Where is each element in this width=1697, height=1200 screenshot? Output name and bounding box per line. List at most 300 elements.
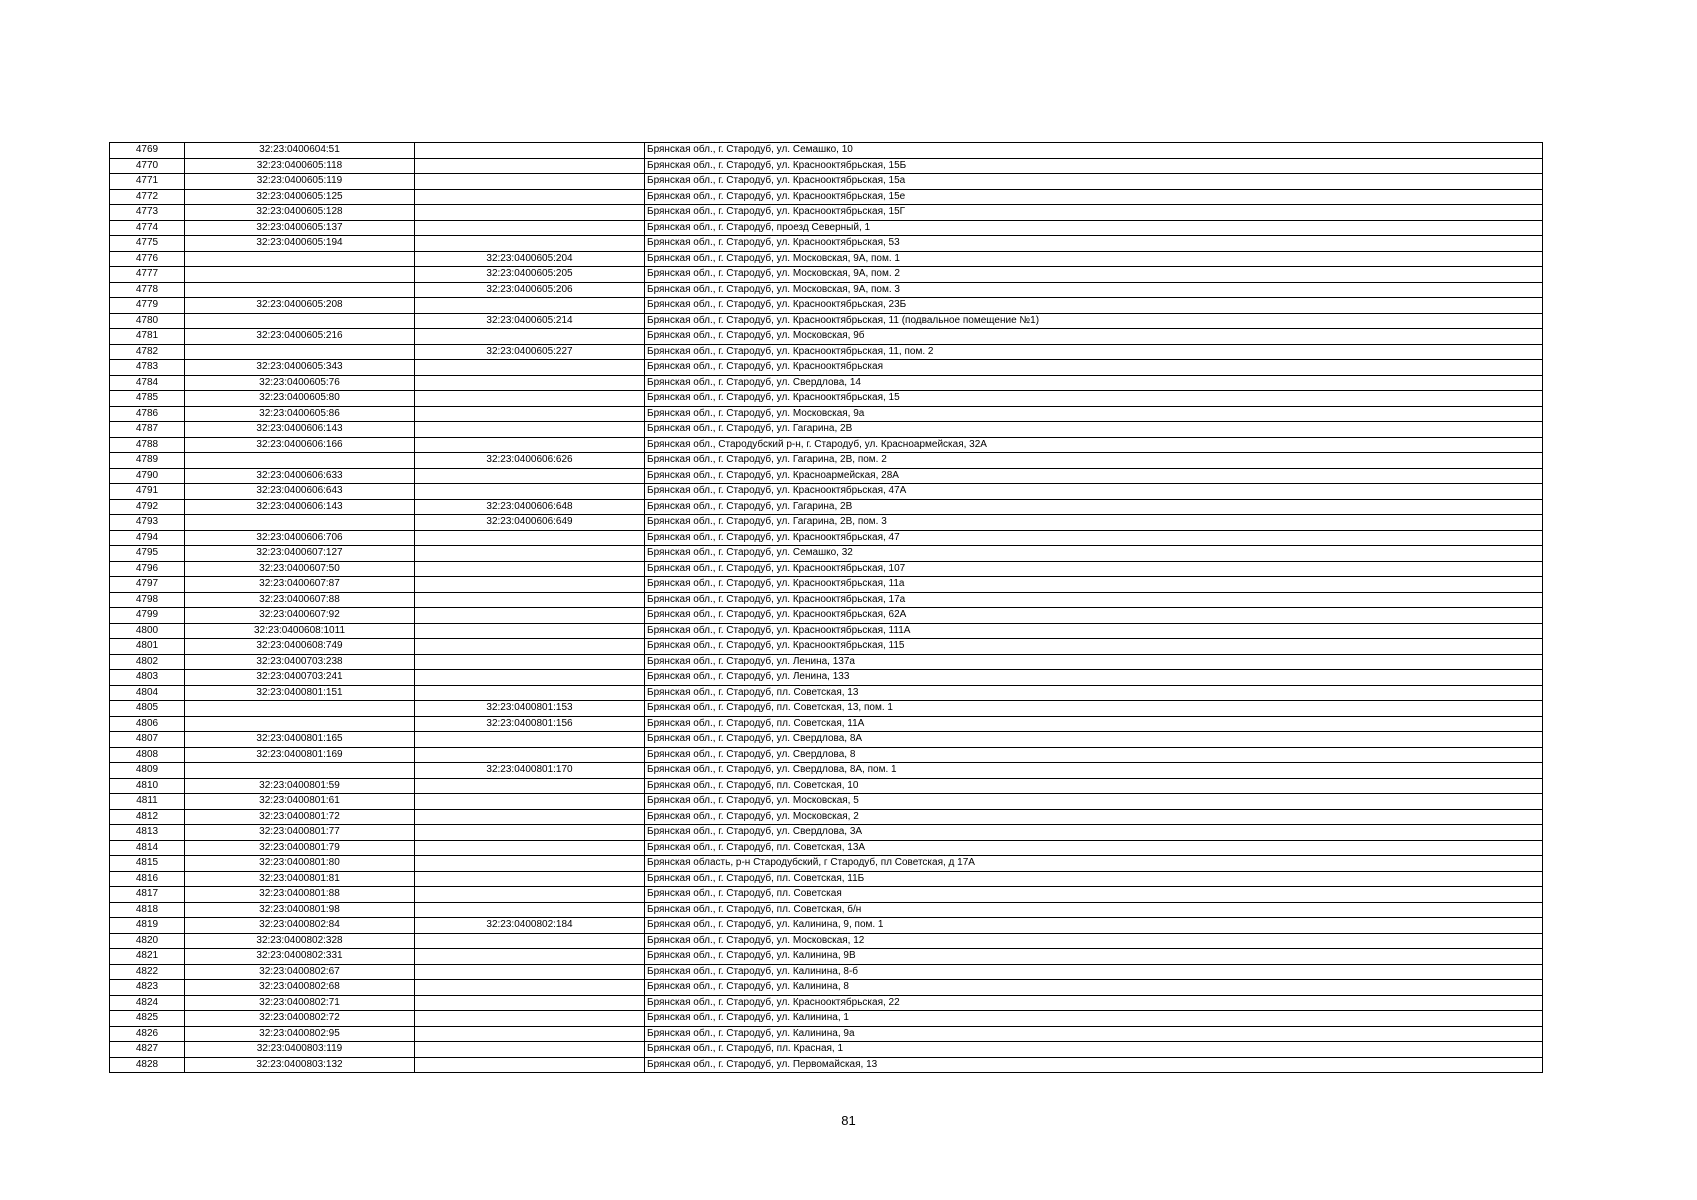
row-number-cell: 4791 <box>110 484 185 500</box>
cadastral-number-cell: 32:23:0400801:61 <box>185 794 415 810</box>
cadastral-number-cell: 32:23:0400606:143 <box>185 499 415 515</box>
table-row <box>110 623 1543 639</box>
address-cell: Брянская обл., г. Стародуб, пл. Советская, 10 <box>645 778 1543 794</box>
row-number-cell: 4793 <box>110 515 185 531</box>
table-row <box>110 282 1543 298</box>
cadastral-number-cell: 32:23:0400604:51 <box>185 143 415 159</box>
premises-cadastral-number-cell: 32:23:0400605:214 <box>415 313 645 329</box>
address-cell: Брянская обл., г. Стародуб, ул. Краснооктябрьская <box>645 360 1543 376</box>
table-row <box>110 344 1543 360</box>
address-cell: Брянская обл., г. Стародуб, ул. Свердлова, 8 <box>645 747 1543 763</box>
cadastral-number-cell <box>185 716 415 732</box>
table-row <box>110 716 1543 732</box>
address-cell: Брянская обл., Стародубский р-н, г. Стародуб, ул. Красноармейская, 32А <box>645 437 1543 453</box>
row-number-cell: 4808 <box>110 747 185 763</box>
cadastral-number-cell: 32:23:0400802:84 <box>185 918 415 934</box>
table-row <box>110 995 1543 1011</box>
row-number-cell: 4817 <box>110 887 185 903</box>
premises-cadastral-number-cell <box>415 174 645 190</box>
table-row <box>110 546 1543 562</box>
address-cell: Брянская обл., г. Стародуб, ул. Московская, 12 <box>645 933 1543 949</box>
premises-cadastral-number-cell: 32:23:0400801:153 <box>415 701 645 717</box>
table-row <box>110 453 1543 469</box>
premises-cadastral-number-cell: 32:23:0400606:626 <box>415 453 645 469</box>
cadastral-number-cell: 32:23:0400801:80 <box>185 856 415 872</box>
row-number-cell: 4813 <box>110 825 185 841</box>
row-number-cell: 4772 <box>110 189 185 205</box>
cadastral-number-cell: 32:23:0400801:59 <box>185 778 415 794</box>
cadastral-number-cell: 32:23:0400605:125 <box>185 189 415 205</box>
cadastral-number-cell: 32:23:0400607:50 <box>185 561 415 577</box>
premises-cadastral-number-cell <box>415 949 645 965</box>
cadastral-number-cell: 32:23:0400703:241 <box>185 670 415 686</box>
row-number-cell: 4788 <box>110 437 185 453</box>
cadastral-number-cell: 32:23:0400605:80 <box>185 391 415 407</box>
cadastral-number-cell: 32:23:0400605:118 <box>185 158 415 174</box>
table-row <box>110 499 1543 515</box>
table-row <box>110 964 1543 980</box>
address-cell: Брянская обл., г. Стародуб, ул. Краснооктябрьская, 15 <box>645 391 1543 407</box>
table-row <box>110 902 1543 918</box>
premises-cadastral-number-cell <box>415 685 645 701</box>
row-number-cell: 4801 <box>110 639 185 655</box>
address-cell: Брянская обл., г. Стародуб, ул. Краснооктябрьская, 23Б <box>645 298 1543 314</box>
premises-cadastral-number-cell <box>415 360 645 376</box>
row-number-cell: 4822 <box>110 964 185 980</box>
row-number-cell: 4824 <box>110 995 185 1011</box>
premises-cadastral-number-cell <box>415 639 645 655</box>
page-number: 81 <box>841 1113 856 1128</box>
premises-cadastral-number-cell <box>415 670 645 686</box>
address-cell: Брянская обл., г. Стародуб, ул. Краснооктябрьская, 22 <box>645 995 1543 1011</box>
table-row <box>110 313 1543 329</box>
premises-cadastral-number-cell <box>415 189 645 205</box>
table-row <box>110 732 1543 748</box>
address-cell: Брянская обл., г. Стародуб, ул. Краснооктябрьская, 15а <box>645 174 1543 190</box>
row-number-cell: 4818 <box>110 902 185 918</box>
row-number-cell: 4795 <box>110 546 185 562</box>
table-row <box>110 530 1543 546</box>
address-cell: Брянская обл., г. Стародуб, ул. Краснооктябрьская, 11, пом. 2 <box>645 344 1543 360</box>
row-number-cell: 4797 <box>110 577 185 593</box>
address-cell: Брянская обл., г. Стародуб, ул. Краснооктябрьская, 15е <box>645 189 1543 205</box>
premises-cadastral-number-cell <box>415 577 645 593</box>
row-number-cell: 4777 <box>110 267 185 283</box>
row-number-cell: 4803 <box>110 670 185 686</box>
table-row <box>110 375 1543 391</box>
cadastral-number-cell: 32:23:0400605:137 <box>185 220 415 236</box>
table-row <box>110 592 1543 608</box>
address-cell: Брянская обл., г. Стародуб, ул. Красноармейская, 28А <box>645 468 1543 484</box>
row-number-cell: 4799 <box>110 608 185 624</box>
address-cell: Брянская обл., г. Стародуб, пл. Советская <box>645 887 1543 903</box>
table-row <box>110 515 1543 531</box>
cadastral-number-cell: 32:23:0400801:165 <box>185 732 415 748</box>
table-row <box>110 701 1543 717</box>
address-cell: Брянская обл., г. Стародуб, ул. Свердлова, 8А <box>645 732 1543 748</box>
row-number-cell: 4807 <box>110 732 185 748</box>
cadastral-number-cell: 32:23:0400607:127 <box>185 546 415 562</box>
premises-cadastral-number-cell <box>415 840 645 856</box>
row-number-cell: 4782 <box>110 344 185 360</box>
table-row <box>110 1026 1543 1042</box>
row-number-cell: 4828 <box>110 1057 185 1073</box>
premises-cadastral-number-cell <box>415 530 645 546</box>
address-cell: Брянская обл., г. Стародуб, ул. Гагарина, 2В, пом. 3 <box>645 515 1543 531</box>
cadastral-number-cell <box>185 313 415 329</box>
address-cell: Брянская обл., г. Стародуб, ул. Краснооктябрьская, 15Г <box>645 205 1543 221</box>
table-row <box>110 577 1543 593</box>
table-row <box>110 189 1543 205</box>
cadastral-number-cell: 32:23:0400802:71 <box>185 995 415 1011</box>
row-number-cell: 4786 <box>110 406 185 422</box>
row-number-cell: 4778 <box>110 282 185 298</box>
cadastral-number-cell: 32:23:0400801:79 <box>185 840 415 856</box>
table-row <box>110 763 1543 779</box>
address-cell: Брянская обл., г. Стародуб, ул. Московская, 9б <box>645 329 1543 345</box>
row-number-cell: 4787 <box>110 422 185 438</box>
premises-cadastral-number-cell <box>415 732 645 748</box>
cadastral-number-cell: 32:23:0400607:92 <box>185 608 415 624</box>
premises-cadastral-number-cell <box>415 205 645 221</box>
address-cell: Брянская обл., г. Стародуб, ул. Калинина, 8-б <box>645 964 1543 980</box>
address-cell: Брянская обл., г. Стародуб, ул. Московская, 9А, пом. 2 <box>645 267 1543 283</box>
premises-cadastral-number-cell <box>415 887 645 903</box>
cadastral-number-cell: 32:23:0400605:119 <box>185 174 415 190</box>
premises-cadastral-number-cell <box>415 964 645 980</box>
row-number-cell: 4774 <box>110 220 185 236</box>
table-row <box>110 840 1543 856</box>
cadastral-number-cell: 32:23:0400801:81 <box>185 871 415 887</box>
table-row <box>110 267 1543 283</box>
table-row <box>110 639 1543 655</box>
cadastral-number-cell: 32:23:0400803:119 <box>185 1042 415 1058</box>
address-cell: Брянская обл., г. Стародуб, ул. Московская, 2 <box>645 809 1543 825</box>
premises-cadastral-number-cell <box>415 375 645 391</box>
address-cell: Брянская обл., г. Стародуб, ул. Свердлова, 14 <box>645 375 1543 391</box>
cadastral-number-cell <box>185 344 415 360</box>
row-number-cell: 4806 <box>110 716 185 732</box>
row-number-cell: 4820 <box>110 933 185 949</box>
address-cell: Брянская обл., г. Стародуб, ул. Краснооктябрьская, 47А <box>645 484 1543 500</box>
address-cell: Брянская обл., г. Стародуб, проезд Северный, 1 <box>645 220 1543 236</box>
cadastral-number-cell: 32:23:0400801:77 <box>185 825 415 841</box>
address-cell: Брянская обл., г. Стародуб, ул. Первомайская, 13 <box>645 1057 1543 1073</box>
address-cell: Брянская обл., г. Стародуб, ул. Московская, 9А, пом. 1 <box>645 251 1543 267</box>
address-cell: Брянская обл., г. Стародуб, ул. Краснооктябрьская, 62А <box>645 608 1543 624</box>
premises-cadastral-number-cell <box>415 995 645 1011</box>
premises-cadastral-number-cell <box>415 484 645 500</box>
address-cell: Брянская обл., г. Стародуб, ул. Свердлова, 3А <box>645 825 1543 841</box>
address-cell: Брянская обл., г. Стародуб, ул. Калинина, 9а <box>645 1026 1543 1042</box>
premises-cadastral-number-cell <box>415 1057 645 1073</box>
premises-cadastral-number-cell <box>415 158 645 174</box>
table-row <box>110 329 1543 345</box>
address-cell: Брянская обл., г. Стародуб, ул. Калинина, 9, пом. 1 <box>645 918 1543 934</box>
cadastral-number-cell: 32:23:0400607:87 <box>185 577 415 593</box>
address-cell: Брянская обл., г. Стародуб, ул. Краснооктябрьская, 53 <box>645 236 1543 252</box>
address-cell: Брянская обл., г. Стародуб, пл. Советская, 11А <box>645 716 1543 732</box>
address-cell: Брянская обл., г. Стародуб, ул. Семашко, 32 <box>645 546 1543 562</box>
premises-cadastral-number-cell <box>415 794 645 810</box>
row-number-cell: 4816 <box>110 871 185 887</box>
table-row <box>110 251 1543 267</box>
row-number-cell: 4804 <box>110 685 185 701</box>
cadastral-number-cell: 32:23:0400608:1011 <box>185 623 415 639</box>
row-number-cell: 4823 <box>110 980 185 996</box>
row-number-cell: 4819 <box>110 918 185 934</box>
cadastral-number-cell: 32:23:0400802:95 <box>185 1026 415 1042</box>
cadastral-number-cell <box>185 453 415 469</box>
address-cell: Брянская обл., г. Стародуб, ул. Краснооктябрьская, 15Б <box>645 158 1543 174</box>
row-number-cell: 4780 <box>110 313 185 329</box>
table-row <box>110 654 1543 670</box>
premises-cadastral-number-cell <box>415 592 645 608</box>
row-number-cell: 4815 <box>110 856 185 872</box>
table-row <box>110 468 1543 484</box>
cadastral-number-cell: 32:23:0400802:72 <box>185 1011 415 1027</box>
table-row <box>110 174 1543 190</box>
premises-cadastral-number-cell: 32:23:0400605:227 <box>415 344 645 360</box>
premises-cadastral-number-cell <box>415 654 645 670</box>
premises-cadastral-number-cell <box>415 933 645 949</box>
row-number-cell: 4792 <box>110 499 185 515</box>
premises-cadastral-number-cell <box>415 1026 645 1042</box>
table-row <box>110 778 1543 794</box>
address-cell: Брянская обл., г. Стародуб, ул. Краснооктябрьская, 47 <box>645 530 1543 546</box>
premises-cadastral-number-cell: 32:23:0400605:206 <box>415 282 645 298</box>
table-row <box>110 360 1543 376</box>
table-row <box>110 980 1543 996</box>
row-number-cell: 4814 <box>110 840 185 856</box>
address-cell: Брянская область, р-н Стародубский, г Стародуб, пл Советская, д 17А <box>645 856 1543 872</box>
row-number-cell: 4789 <box>110 453 185 469</box>
cadastral-number-cell: 32:23:0400801:151 <box>185 685 415 701</box>
cadastral-number-cell: 32:23:0400801:88 <box>185 887 415 903</box>
table-row <box>110 143 1543 159</box>
row-number-cell: 4776 <box>110 251 185 267</box>
cadastral-number-cell <box>185 267 415 283</box>
row-number-cell: 4770 <box>110 158 185 174</box>
cadastral-number-cell: 32:23:0400606:643 <box>185 484 415 500</box>
row-number-cell: 4812 <box>110 809 185 825</box>
cadastral-number-cell: 32:23:0400801:72 <box>185 809 415 825</box>
premises-cadastral-number-cell <box>415 220 645 236</box>
address-cell: Брянская обл., г. Стародуб, ул. Ленина, 137а <box>645 654 1543 670</box>
table-row <box>110 918 1543 934</box>
row-number-cell: 4800 <box>110 623 185 639</box>
row-number-cell: 4775 <box>110 236 185 252</box>
premises-cadastral-number-cell <box>415 809 645 825</box>
address-cell: Брянская обл., г. Стародуб, ул. Краснооктябрьская, 115 <box>645 639 1543 655</box>
premises-cadastral-number-cell: 32:23:0400802:184 <box>415 918 645 934</box>
premises-cadastral-number-cell <box>415 143 645 159</box>
table-row <box>110 856 1543 872</box>
row-number-cell: 4809 <box>110 763 185 779</box>
table-row <box>110 205 1543 221</box>
cadastral-number-cell: 32:23:0400803:132 <box>185 1057 415 1073</box>
cadastral-number-cell: 32:23:0400802:328 <box>185 933 415 949</box>
row-number-cell: 4827 <box>110 1042 185 1058</box>
premises-cadastral-number-cell <box>415 561 645 577</box>
cadastral-number-cell: 32:23:0400801:169 <box>185 747 415 763</box>
row-number-cell: 4798 <box>110 592 185 608</box>
premises-cadastral-number-cell: 32:23:0400605:204 <box>415 251 645 267</box>
address-cell: Брянская обл., г. Стародуб, ул. Семашко, 10 <box>645 143 1543 159</box>
address-cell: Брянская обл., г. Стародуб, ул. Московская, 9А, пом. 3 <box>645 282 1543 298</box>
cadastral-number-cell: 32:23:0400703:238 <box>185 654 415 670</box>
row-number-cell: 4783 <box>110 360 185 376</box>
address-cell: Брянская обл., г. Стародуб, пл. Советская, б/н <box>645 902 1543 918</box>
row-number-cell: 4826 <box>110 1026 185 1042</box>
address-cell: Брянская обл., г. Стародуб, ул. Гагарина, 2В <box>645 422 1543 438</box>
premises-cadastral-number-cell <box>415 236 645 252</box>
premises-cadastral-number-cell <box>415 623 645 639</box>
address-cell: Брянская обл., г. Стародуб, ул. Калинина, 8 <box>645 980 1543 996</box>
cadastral-number-cell <box>185 251 415 267</box>
cadastral-number-cell: 32:23:0400606:633 <box>185 468 415 484</box>
table-row <box>110 1011 1543 1027</box>
row-number-cell: 4773 <box>110 205 185 221</box>
row-number-cell: 4825 <box>110 1011 185 1027</box>
premises-cadastral-number-cell <box>415 406 645 422</box>
address-cell: Брянская обл., г. Стародуб, ул. Московская, 5 <box>645 794 1543 810</box>
cadastral-number-cell: 32:23:0400608:749 <box>185 639 415 655</box>
address-cell: Брянская обл., г. Стародуб, ул. Гагарина, 2В <box>645 499 1543 515</box>
cadastral-number-cell: 32:23:0400605:86 <box>185 406 415 422</box>
row-number-cell: 4805 <box>110 701 185 717</box>
cadastral-number-cell: 32:23:0400606:143 <box>185 422 415 438</box>
table-row <box>110 391 1543 407</box>
premises-cadastral-number-cell <box>415 902 645 918</box>
table-row <box>110 685 1543 701</box>
table-row <box>110 825 1543 841</box>
cadastral-number-cell: 32:23:0400605:76 <box>185 375 415 391</box>
table-row <box>110 794 1543 810</box>
table-row <box>110 422 1543 438</box>
premises-cadastral-number-cell: 32:23:0400801:156 <box>415 716 645 732</box>
address-cell: Брянская обл., г. Стародуб, ул. Краснооктябрьская, 11 (подвальное помещение №1) <box>645 313 1543 329</box>
premises-cadastral-number-cell <box>415 437 645 453</box>
row-number-cell: 4810 <box>110 778 185 794</box>
premises-cadastral-number-cell <box>415 1042 645 1058</box>
row-number-cell: 4790 <box>110 468 185 484</box>
premises-cadastral-number-cell <box>415 778 645 794</box>
premises-cadastral-number-cell <box>415 856 645 872</box>
registry-table <box>109 142 1543 1073</box>
premises-cadastral-number-cell <box>415 298 645 314</box>
cadastral-number-cell <box>185 701 415 717</box>
row-number-cell: 4784 <box>110 375 185 391</box>
premises-cadastral-number-cell <box>415 546 645 562</box>
premises-cadastral-number-cell <box>415 422 645 438</box>
row-number-cell: 4802 <box>110 654 185 670</box>
table-row <box>110 887 1543 903</box>
premises-cadastral-number-cell <box>415 608 645 624</box>
cadastral-number-cell: 32:23:0400802:331 <box>185 949 415 965</box>
address-cell: Брянская обл., г. Стародуб, ул. Краснооктябрьская, 17а <box>645 592 1543 608</box>
address-cell: Брянская обл., г. Стародуб, пл. Красная, 1 <box>645 1042 1543 1058</box>
table-row <box>110 670 1543 686</box>
premises-cadastral-number-cell <box>415 1011 645 1027</box>
address-cell: Брянская обл., г. Стародуб, ул. Краснооктябрьская, 11а <box>645 577 1543 593</box>
cadastral-number-cell <box>185 515 415 531</box>
address-cell: Брянская обл., г. Стародуб, пл. Советская, 11Б <box>645 871 1543 887</box>
cadastral-number-cell <box>185 763 415 779</box>
table-row <box>110 933 1543 949</box>
cadastral-number-cell: 32:23:0400607:88 <box>185 592 415 608</box>
address-cell: Брянская обл., г. Стародуб, ул. Московская, 9а <box>645 406 1543 422</box>
cadastral-number-cell: 32:23:0400606:706 <box>185 530 415 546</box>
table-row <box>110 236 1543 252</box>
address-cell: Брянская обл., г. Стародуб, ул. Калинина, 1 <box>645 1011 1543 1027</box>
row-number-cell: 4769 <box>110 143 185 159</box>
row-number-cell: 4796 <box>110 561 185 577</box>
premises-cadastral-number-cell <box>415 329 645 345</box>
row-number-cell: 4771 <box>110 174 185 190</box>
address-cell: Брянская обл., г. Стародуб, пл. Советская, 13 <box>645 685 1543 701</box>
address-cell: Брянская обл., г. Стародуб, ул. Гагарина, 2В, пом. 2 <box>645 453 1543 469</box>
row-number-cell: 4821 <box>110 949 185 965</box>
table-row <box>110 809 1543 825</box>
table-row <box>110 220 1543 236</box>
address-cell: Брянская обл., г. Стародуб, ул. Краснооктябрьская, 111А <box>645 623 1543 639</box>
premises-cadastral-number-cell <box>415 871 645 887</box>
address-cell: Брянская обл., г. Стародуб, ул. Свердлова, 8А, пом. 1 <box>645 763 1543 779</box>
address-cell: Брянская обл., г. Стародуб, ул. Калинина, 9В <box>645 949 1543 965</box>
table-row <box>110 1057 1543 1073</box>
table-row <box>110 949 1543 965</box>
table-row <box>110 871 1543 887</box>
premises-cadastral-number-cell: 32:23:0400605:205 <box>415 267 645 283</box>
cadastral-number-cell: 32:23:0400605:343 <box>185 360 415 376</box>
table-row <box>110 406 1543 422</box>
cadastral-number-cell: 32:23:0400606:166 <box>185 437 415 453</box>
row-number-cell: 4779 <box>110 298 185 314</box>
premises-cadastral-number-cell <box>415 980 645 996</box>
cadastral-number-cell: 32:23:0400802:68 <box>185 980 415 996</box>
table-row <box>110 747 1543 763</box>
address-cell: Брянская обл., г. Стародуб, ул. Краснооктябрьская, 107 <box>645 561 1543 577</box>
premises-cadastral-number-cell <box>415 747 645 763</box>
table-row <box>110 561 1543 577</box>
address-cell: Брянская обл., г. Стародуб, ул. Ленина, 133 <box>645 670 1543 686</box>
premises-cadastral-number-cell <box>415 825 645 841</box>
cadastral-number-cell <box>185 282 415 298</box>
premises-cadastral-number-cell: 32:23:0400801:170 <box>415 763 645 779</box>
cadastral-number-cell: 32:23:0400605:128 <box>185 205 415 221</box>
address-cell: Брянская обл., г. Стародуб, пл. Советская, 13, пом. 1 <box>645 701 1543 717</box>
registry-table-body <box>110 143 1543 1073</box>
table-row <box>110 158 1543 174</box>
address-cell: Брянская обл., г. Стародуб, пл. Советская, 13А <box>645 840 1543 856</box>
table-row <box>110 484 1543 500</box>
premises-cadastral-number-cell: 32:23:0400606:648 <box>415 499 645 515</box>
row-number-cell: 4811 <box>110 794 185 810</box>
cadastral-number-cell: 32:23:0400802:67 <box>185 964 415 980</box>
table-row <box>110 298 1543 314</box>
premises-cadastral-number-cell: 32:23:0400606:649 <box>415 515 645 531</box>
row-number-cell: 4781 <box>110 329 185 345</box>
table-row <box>110 1042 1543 1058</box>
cadastral-number-cell: 32:23:0400605:216 <box>185 329 415 345</box>
premises-cadastral-number-cell <box>415 468 645 484</box>
row-number-cell: 4785 <box>110 391 185 407</box>
row-number-cell: 4794 <box>110 530 185 546</box>
cadastral-number-cell: 32:23:0400801:98 <box>185 902 415 918</box>
premises-cadastral-number-cell <box>415 391 645 407</box>
table-row <box>110 437 1543 453</box>
